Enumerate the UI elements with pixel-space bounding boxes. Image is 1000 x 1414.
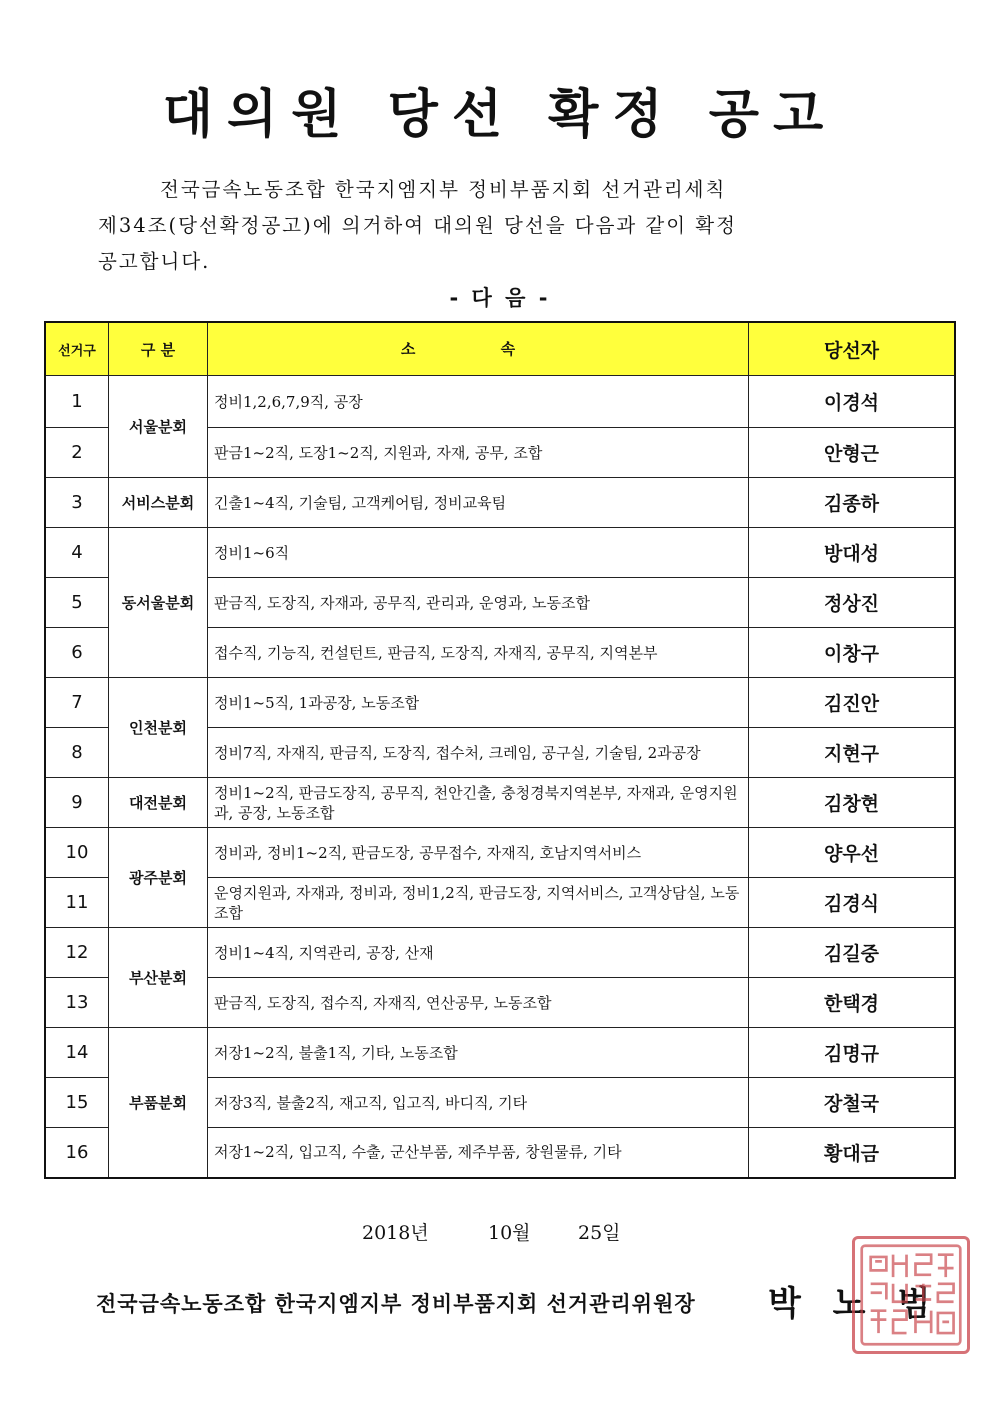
- district-number: 1: [45, 376, 109, 428]
- intro-line-3: 공고합니다.: [98, 250, 211, 273]
- affiliation-cell: 정비7직, 자재직, 판금직, 도장직, 접수처, 크레임, 공구실, 기술팀, 2과공장: [208, 728, 749, 778]
- division-name: 서울분회: [109, 376, 208, 478]
- document-title: 대의원 당선 확정 공고: [162, 85, 838, 145]
- affiliation-cell: 정비1~4직, 지역관리, 공장, 산재: [208, 928, 749, 978]
- date-year: 2018년: [362, 1222, 429, 1244]
- elected-name: 장철국: [749, 1078, 956, 1128]
- affiliation-cell: 정비1~5직, 1과공장, 노동조합: [208, 678, 749, 728]
- header-district: 선거구: [45, 322, 109, 376]
- signature-organization: 전국금속노동조합 한국지엠지부 정비부품지회 선거관리위원장: [96, 1292, 696, 1316]
- elected-name: 이창구: [749, 628, 956, 678]
- division-name: 부품분회: [109, 1028, 208, 1178]
- elected-name: 이경석: [749, 376, 956, 428]
- elected-name: 한택경: [749, 978, 956, 1028]
- affiliation-cell: 정비과, 정비1~2직, 판금도장, 공무접수, 자재직, 호남지역서비스: [208, 828, 749, 878]
- district-number: 16: [45, 1128, 109, 1178]
- elected-name: 김명규: [749, 1028, 956, 1078]
- table-row: [45, 376, 955, 428]
- district-number: 10: [45, 828, 109, 878]
- table-row: [45, 828, 955, 878]
- election-results-table: [44, 321, 956, 1179]
- district-number: 2: [45, 428, 109, 478]
- division-name: 대전분회: [109, 778, 208, 828]
- affiliation-cell: 정비1,2,6,7,9직, 공장: [208, 376, 749, 428]
- affiliation-cell: 긴출1~4직, 기술팀, 고객케어팀, 정비교육팀: [208, 478, 749, 528]
- table-row: [45, 778, 955, 828]
- intro-paragraph: [98, 172, 898, 280]
- intro-line-2: 제34조(당선확정공고)에 의거하여 대의원 당선을 다음과 같이 확정: [98, 214, 737, 237]
- division-name: 부산분회: [109, 928, 208, 1028]
- division-name: 동서울분회: [109, 528, 208, 678]
- header-elected: 당선자: [749, 322, 956, 376]
- header-affiliation: 소 속: [208, 322, 749, 376]
- division-name: 광주분회: [109, 828, 208, 928]
- division-name: 인천분회: [109, 678, 208, 778]
- affiliation-cell: 판금1~2직, 도장1~2직, 지원과, 자재, 공무, 조합: [208, 428, 749, 478]
- table-row: [45, 928, 955, 978]
- table-row: [45, 678, 955, 728]
- district-number: 3: [45, 478, 109, 528]
- section-heading: - 다 음 -: [449, 286, 551, 310]
- header-division: 구 분: [109, 322, 208, 376]
- table-row: [45, 528, 955, 578]
- elected-name: 김창현: [749, 778, 956, 828]
- elected-name: 김길중: [749, 928, 956, 978]
- table-row: [45, 478, 955, 528]
- intro-line-1: 전국금속노동조합 한국지엠지부 정비부품지회 선거관리세칙: [160, 178, 727, 201]
- district-number: 5: [45, 578, 109, 628]
- affiliation-cell: 판금직, 도장직, 자재과, 공무직, 관리과, 운영과, 노동조합: [208, 578, 749, 628]
- district-number: 14: [45, 1028, 109, 1078]
- table-body: [45, 376, 955, 1178]
- official-seal-stamp: [852, 1236, 970, 1354]
- date-day: 25일: [578, 1222, 621, 1244]
- affiliation-cell: 저장3직, 불출2직, 재고직, 입고직, 바디직, 기타: [208, 1078, 749, 1128]
- district-number: 13: [45, 978, 109, 1028]
- elected-name: 안형근: [749, 428, 956, 478]
- district-number: 15: [45, 1078, 109, 1128]
- elected-name: 지현구: [749, 728, 956, 778]
- affiliation-cell: 운영지원과, 자재과, 정비과, 정비1,2직, 판금도장, 지역서비스, 고객상담실, 노동조합: [208, 878, 749, 928]
- date-month: 10월: [488, 1222, 531, 1244]
- district-number: 12: [45, 928, 109, 978]
- affiliation-cell: 접수직, 기능직, 컨설턴트, 판금직, 도장직, 자재직, 공무직, 지역본부: [208, 628, 749, 678]
- elected-name: 양우선: [749, 828, 956, 878]
- district-number: 6: [45, 628, 109, 678]
- elected-name: 황대금: [749, 1128, 956, 1178]
- elected-name: 김진안: [749, 678, 956, 728]
- table-header-row: [45, 322, 955, 376]
- affiliation-cell: 정비1~2직, 판금도장직, 공무직, 천안긴출, 충청경북지역본부, 자재과, 운영지원과, 공장, 노동조합: [208, 778, 749, 828]
- affiliation-cell: 저장1~2직, 불출1직, 기타, 노동조합: [208, 1028, 749, 1078]
- division-name: 서비스분회: [109, 478, 208, 528]
- signer-name: 박 노 범: [768, 1284, 941, 1324]
- district-number: 7: [45, 678, 109, 728]
- table-row: [45, 1028, 955, 1078]
- affiliation-cell: 저장1~2직, 입고직, 수출, 군산부품, 제주부품, 창원물류, 기타: [208, 1128, 749, 1178]
- seal-icon: [855, 1239, 967, 1351]
- elected-name: 방대성: [749, 528, 956, 578]
- affiliation-cell: 판금직, 도장직, 접수직, 자재직, 연산공무, 노동조합: [208, 978, 749, 1028]
- elected-name: 김종하: [749, 478, 956, 528]
- district-number: 11: [45, 878, 109, 928]
- affiliation-cell: 정비1~6직: [208, 528, 749, 578]
- elected-name: 정상진: [749, 578, 956, 628]
- district-number: 8: [45, 728, 109, 778]
- elected-name: 김경식: [749, 878, 956, 928]
- district-number: 9: [45, 778, 109, 828]
- district-number: 4: [45, 528, 109, 578]
